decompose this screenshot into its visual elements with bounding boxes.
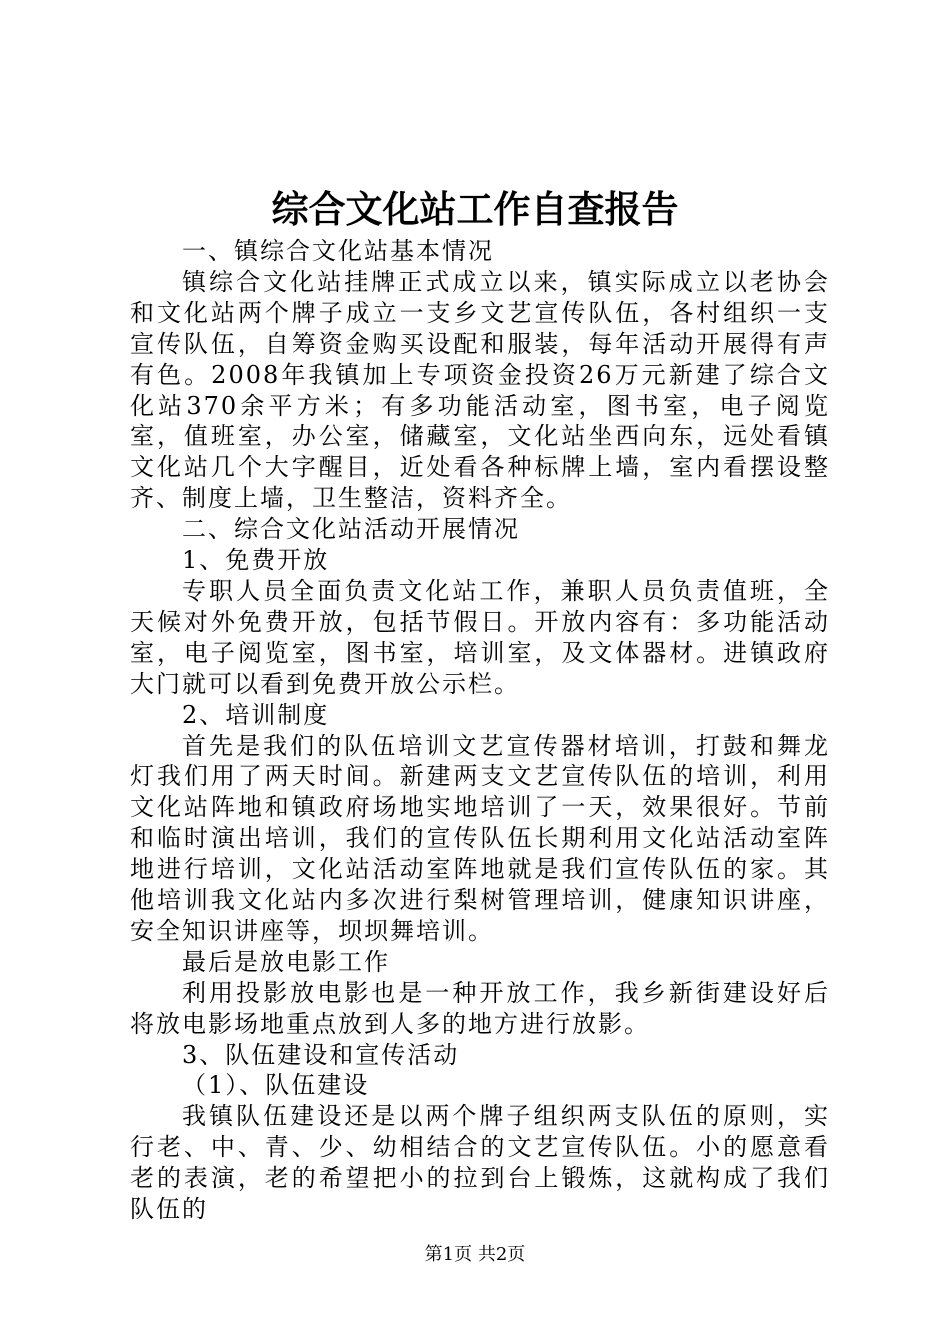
section-heading: 二、综合文化站活动开展情况 (182, 515, 520, 544)
body-paragraph: 首先是我们的队伍培训文艺宣传器材培训，打鼓和舞龙灯我们用了两天时间。新建两支文艺宣传队伍的培训，利用文化站阵地和镇政府场地实地培训了一天，效果很好。节前和临时演出培训，我们的宣传队伍长期利用文化站活动室阵地进行培训，文化站活动室阵地就是我们宣传队伍的家。其他培训我文化站内多次进行梨树管理培训，健康知识讲座，安全知识讲座等，坝坝舞培训。 (130, 731, 830, 945)
body-paragraph: 镇综合文化站挂牌正式成立以来，镇实际成立以老协会和文化站两个牌子成立一支乡文艺宣传队伍，各村组织一支宣传队伍，自筹资金购买设配和服装，每年活动开展得有声有色。2008年我镇加上专项资金投资26万元新建了综合文化站370余平方米；有多功能活动室，图书室，电子阅览室，值班室，办公室，储藏室，文化站坐西向东，远处看镇文化站几个大字醒目，近处看各种标牌上墙，室内看摆设整齐、制度上墙，卫生整洁，资料齐全。 (130, 267, 830, 513)
body-paragraph: 专职人员全面负责文化站工作，兼职人员负责值班，全天候对外免费开放，包括节假日。开放内容有：多功能活动室，电子阅览室，图书室，培训室，及文体器材。进镇政府大门就可以看到免费开放公示栏。 (130, 576, 830, 698)
body-paragraph: 利用投影放电影也是一种开放工作，我乡新街建设好后将放电影场地重点放到人多的地方进行放影。 (130, 978, 830, 1038)
page-footer: 第1页 共2页 (424, 1244, 526, 1265)
body-paragraph: 我镇队伍建设还是以两个牌子组织两支队伍的原则，实行老、中、青、少、幼相结合的文艺宣传队伍。小的愿意看老的表演，老的希望把小的拉到台上锻炼，这就构成了我们队伍的 (130, 1102, 830, 1224)
subsection-heading: 1、免费开放 (182, 546, 330, 575)
subsection-heading: 2、培训制度 (182, 700, 330, 729)
section-heading: 一、镇综合文化站基本情况 (182, 237, 494, 265)
document-body (130, 236, 830, 1225)
document-title: 综合文化站工作自查报告 (271, 187, 679, 231)
subsection-heading: 最后是放电影工作 (182, 947, 390, 976)
subsection-heading: （1）、队伍建设 (182, 1071, 370, 1100)
subsection-heading: 3、队伍建设和宣传活动 (182, 1040, 460, 1069)
